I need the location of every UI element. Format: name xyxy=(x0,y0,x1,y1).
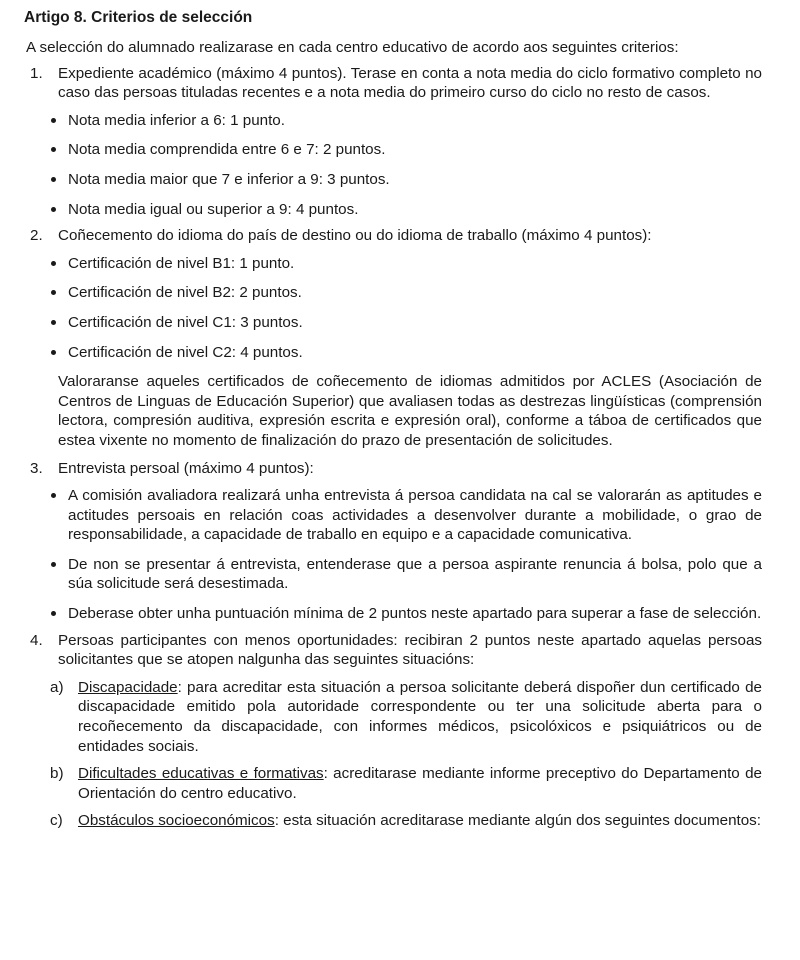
situation-term: Dificultades educativas e formativas xyxy=(78,765,324,783)
list-item: a) Discapacidade: para acreditar esta situación a persoa solicitante deberá dispoñer dun certificado de discapacidade emitido pola autoridade correspondente ou ter una solicitude aberta para o recoñecemento da discapacidade, con informes médicos, psicolóxicos e psiquiátricos ou de entidades sociais. xyxy=(50,678,762,755)
list-item: Deberase obter unha puntuación mínima de 2 puntos neste apartado para superar a fase de selección. xyxy=(46,604,762,624)
criterion-text: Persoas participantes con menos oportunidades: recibiran 2 puntos neste apartado aquelas persoas solicitantes que se atopen nalgunha das seguintes situacións: xyxy=(58,631,762,669)
bullet-icon xyxy=(51,147,56,152)
list-item: c) Obstáculos socioeconómicos: esta situación acreditarase mediante algún dos seguintes documentos: xyxy=(50,812,761,830)
criterion-number: 2. xyxy=(30,227,43,245)
bullet-list xyxy=(46,486,762,624)
criterion-1 xyxy=(24,64,762,220)
list-item: Nota media maior que 7 e inferior a 9: 3 puntos. xyxy=(46,170,762,190)
bullet-icon xyxy=(51,611,56,616)
bullet-icon xyxy=(51,493,56,498)
bullet-list xyxy=(46,111,762,219)
criterion-text: Coñecemento do idioma do país de destino ou do idioma de traballo (máximo 4 puntos): xyxy=(58,227,652,245)
list-item: Certificación de nivel C2: 4 puntos. xyxy=(46,343,762,363)
bullet-icon xyxy=(51,320,56,325)
criterion-4 xyxy=(24,631,762,831)
situation-term: Discapacidade xyxy=(78,678,178,696)
criterion-number: 3. xyxy=(30,459,43,477)
criterion-2 xyxy=(24,226,762,450)
list-item: De non se presentar á entrevista, entenderase que a persoa aspirante renuncia á bolsa, polo que a súa solicitude será desestimada. xyxy=(46,555,762,594)
criterion-number: 4. xyxy=(30,631,43,649)
bullet-icon xyxy=(51,177,56,182)
bullet-icon xyxy=(51,118,56,123)
bullet-icon xyxy=(51,261,56,266)
list-item: A comisión avaliadora realizará unha entrevista á persoa candidata na cal se valorarán as aptitudes e actitudes persoais en relación coas actividades a desenvolver durante a mobilidade, o grao de responsabilidade, a capacidade de traballo en equipo e a capacidade comunicativa. xyxy=(46,486,762,545)
list-item: Nota media inferior a 6: 1 punto. xyxy=(46,111,762,131)
lettered-list xyxy=(50,678,762,831)
bullet-icon xyxy=(51,290,56,295)
list-item: Certificación de nivel B2: 2 puntos. xyxy=(46,283,762,303)
languages-note: Valoraranse aqueles certificados de coñecemento de idiomas admitidos por ACLES (Asociación de Centros de Linguas de Educación Superior) que avaliasen todas as destrezas lingüísticas (comprensión lectora, compresión auditiva, expresión escrita e expresión oral), conforme a táboa de certificados que estea vixente no momento de finalización do prazo de presentación de solicitudes. xyxy=(58,373,762,449)
list-item: Nota media igual ou superior a 9: 4 puntos. xyxy=(46,200,762,220)
article-intro: A selección do alumnado realizarase en cada centro educativo de acordo aos seguintes criterios: xyxy=(26,39,679,56)
criterion-text: Entrevista persoal (máximo 4 puntos): xyxy=(58,459,314,477)
list-item: Nota media comprendida entre 6 e 7: 2 puntos. xyxy=(46,140,762,160)
list-item: Certificación de nivel C1: 3 puntos. xyxy=(46,313,762,333)
criterion-number: 1. xyxy=(30,64,43,82)
item-letter: b) xyxy=(50,765,64,783)
bullet-list xyxy=(46,254,762,362)
list-item: b) Dificultades educativas e formativas: acreditarase mediante informe preceptivo do Departamento de Orientación do centro educativo. xyxy=(50,765,762,802)
list-item: Certificación de nivel B1: 1 punto. xyxy=(46,254,762,274)
item-letter: c) xyxy=(50,812,63,830)
item-letter: a) xyxy=(50,678,64,696)
bullet-icon xyxy=(51,350,56,355)
bullet-icon xyxy=(51,207,56,212)
criterion-3 xyxy=(24,459,762,624)
article-title: Artigo 8. Criterios de selección xyxy=(24,9,253,26)
bullet-icon xyxy=(51,562,56,567)
situation-term: Obstáculos socioeconómicos xyxy=(78,812,275,830)
criterion-text: Expediente académico (máximo 4 puntos). Terase en conta a nota media do ciclo formativo completo no caso das persoas tituladas recentes e a nota media do primeiro curso do ciclo no resto de casos. xyxy=(58,64,762,102)
